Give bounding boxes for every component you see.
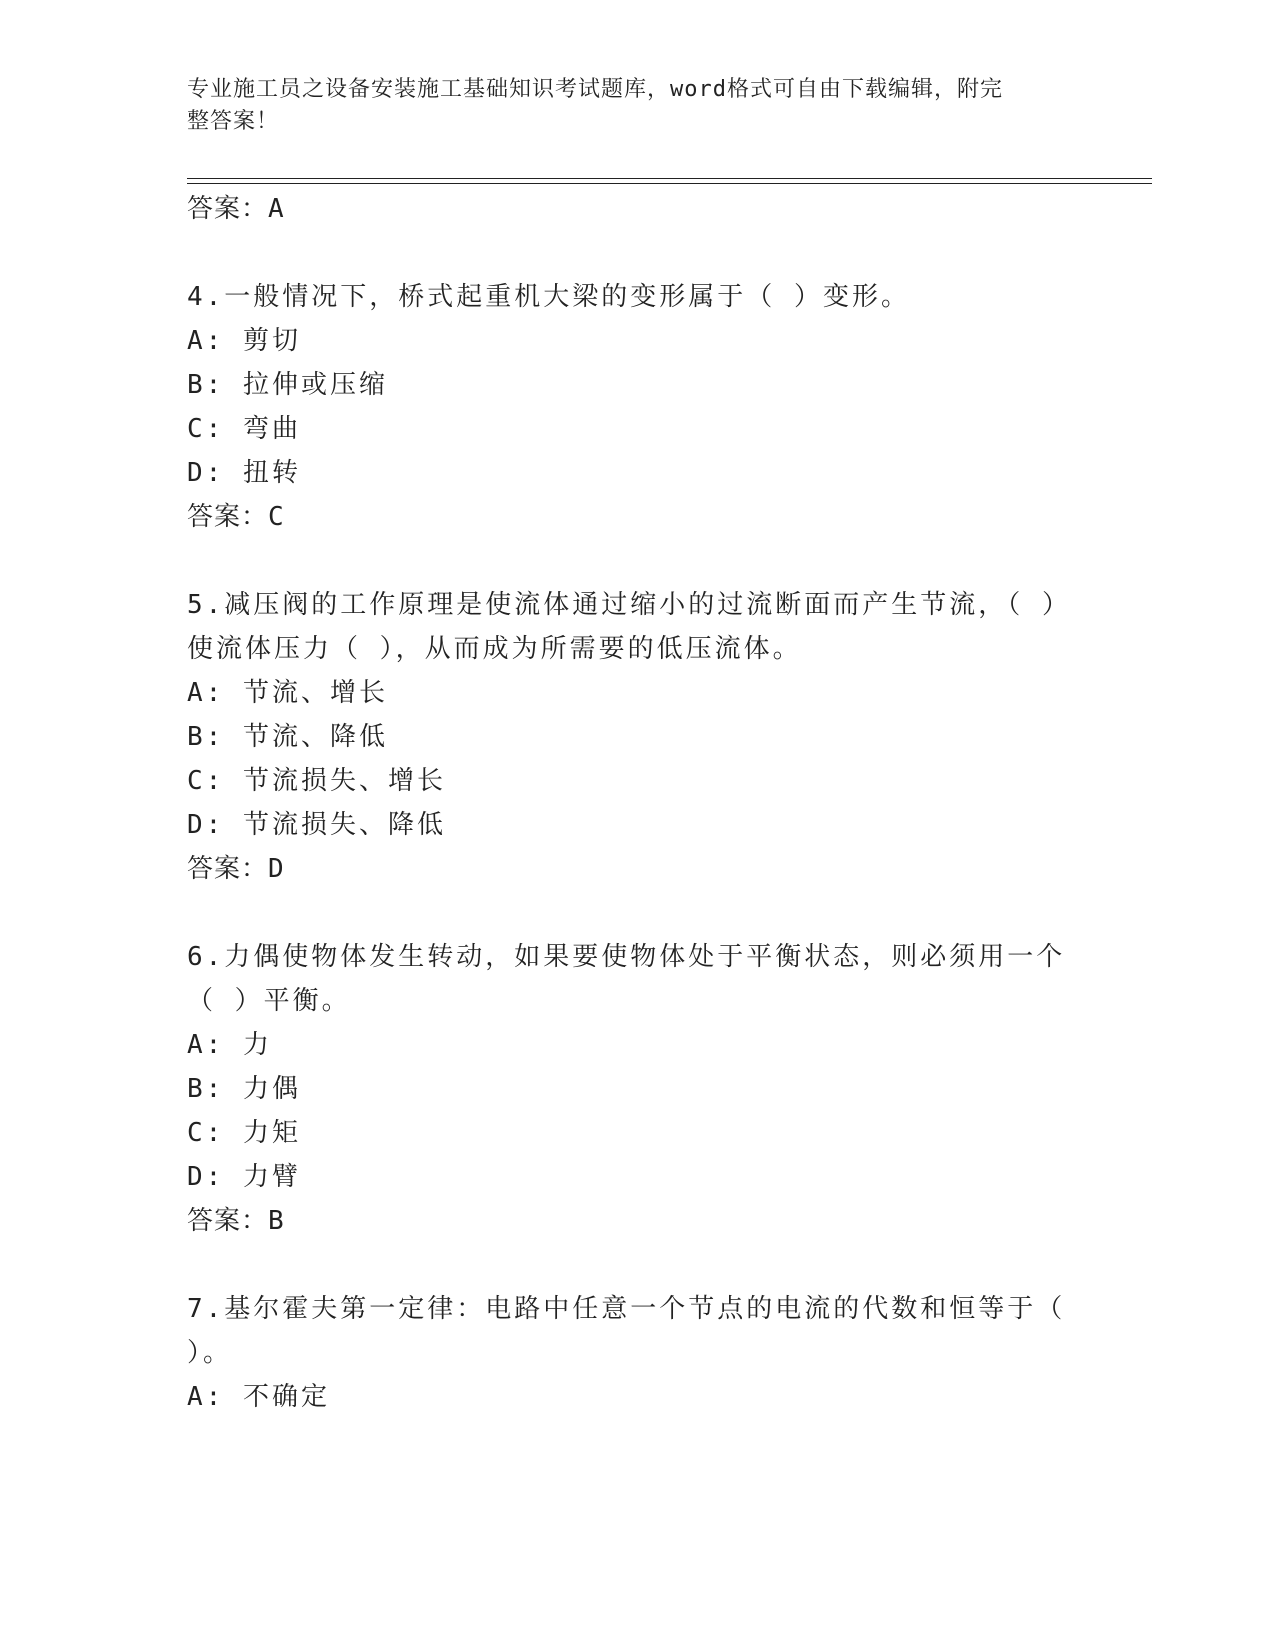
option-d: D: 力臂 bbox=[187, 1162, 301, 1192]
question-stem-continued: 使流体压力（ ），从而成为所需要的低压流体。 bbox=[187, 634, 802, 664]
question-stem: 6.力偶使物体发生转动，如果要使物体处于平衡状态，则必须用一个 bbox=[187, 942, 1066, 972]
answer-label: 答案： bbox=[187, 502, 269, 532]
answer-line bbox=[187, 500, 285, 534]
option-a: A: 节流、增长 bbox=[187, 678, 388, 708]
option-a: A: 力 bbox=[187, 1030, 272, 1060]
question-stem-continued: （ ）平衡。 bbox=[187, 986, 351, 1016]
answer-value: D bbox=[268, 854, 285, 884]
header-divider-top bbox=[187, 178, 1152, 179]
question-stem: 4.一般情况下，桥式起重机大梁的变形属于（ ）变形。 bbox=[187, 282, 910, 312]
answer-line bbox=[187, 1204, 285, 1238]
option-b: B: 拉伸或压缩 bbox=[187, 370, 388, 400]
option-a: A: 不确定 bbox=[187, 1382, 330, 1412]
answer-value: A bbox=[268, 194, 285, 224]
option-d: D: 节流损失、降低 bbox=[187, 810, 446, 840]
option-c: C: 弯曲 bbox=[187, 414, 301, 444]
answer-line bbox=[187, 852, 285, 886]
answer-label: 答案： bbox=[187, 1206, 269, 1236]
question-stem: 5.减压阀的工作原理是使流体通过缩小的过流断面而产生节流，（ ） bbox=[187, 590, 1071, 620]
option-d: D: 扭转 bbox=[187, 458, 301, 488]
header-line-2: 整答案！ bbox=[187, 109, 280, 134]
answer-label: 答案： bbox=[187, 194, 269, 224]
answer-label: 答案： bbox=[187, 854, 269, 884]
option-a: A: 剪切 bbox=[187, 326, 301, 356]
option-b: B: 节流、降低 bbox=[187, 722, 388, 752]
answer-value: C bbox=[268, 502, 285, 532]
header-divider-bottom bbox=[187, 183, 1152, 184]
question-stem: 7.基尔霍夫第一定律：电路中任意一个节点的电流的代数和恒等于（ bbox=[187, 1294, 1066, 1324]
option-c: C: 力矩 bbox=[187, 1118, 301, 1148]
option-c: C: 节流损失、增长 bbox=[187, 766, 446, 796]
document-header bbox=[187, 74, 1067, 138]
answer-value: B bbox=[268, 1206, 285, 1236]
option-b: B: 力偶 bbox=[187, 1074, 301, 1104]
question-stem-continued: ）。 bbox=[187, 1338, 233, 1368]
header-line-1: 专业施工员之设备安装施工基础知识考试题库，word格式可自由下载编辑，附完 bbox=[187, 77, 1003, 102]
answer-line bbox=[187, 192, 285, 226]
